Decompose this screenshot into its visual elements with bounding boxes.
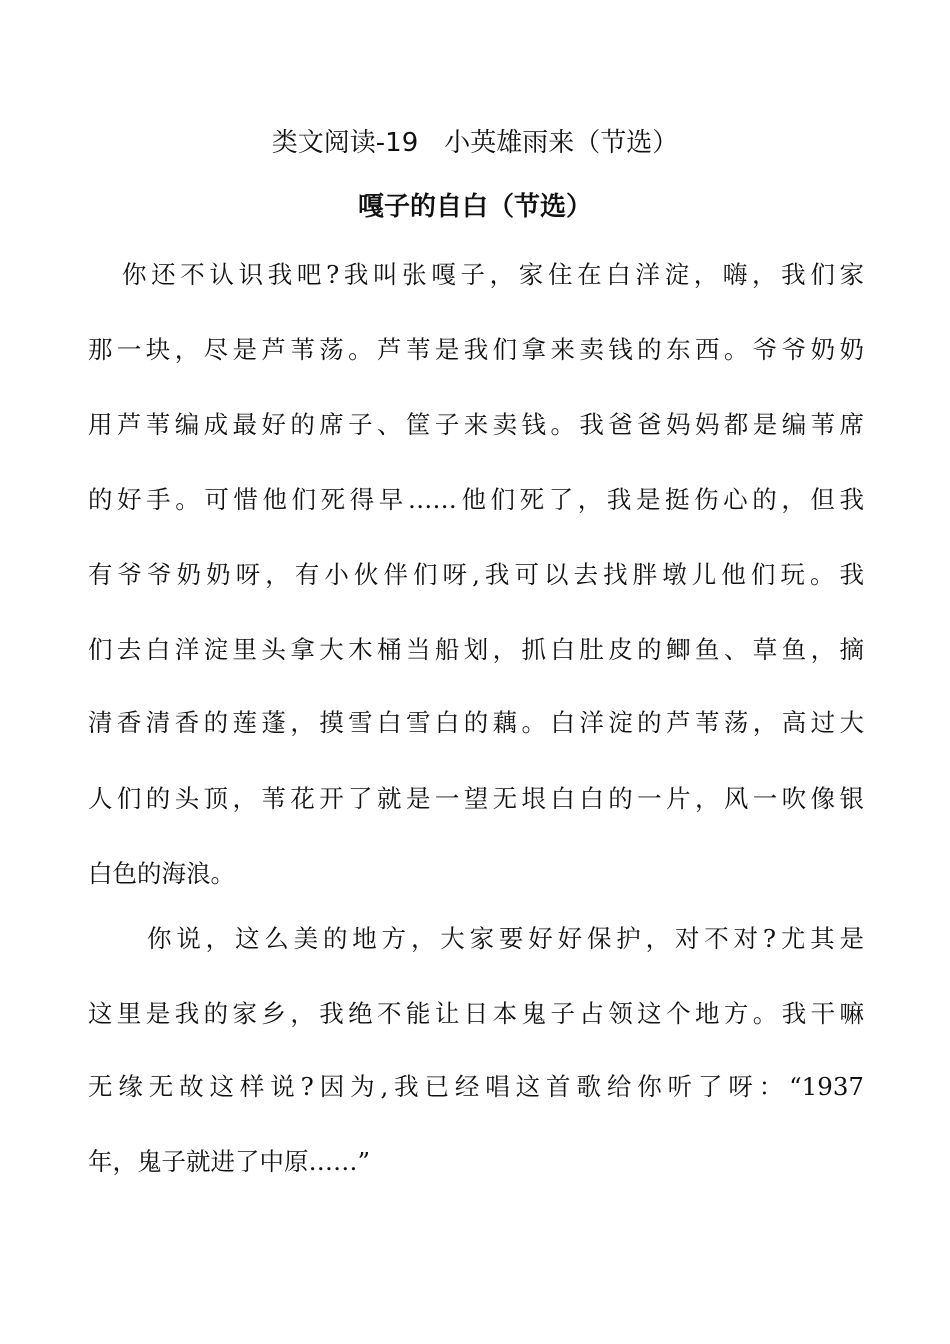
paragraph-1-line-2: 那一块，尽是芦苇荡。芦苇是我们拿来卖钱的东西。爷爷奶奶 (88, 335, 864, 364)
paragraph-2-line-1: 你说，这么美的地方，大家要好好保护，对不对?尤其是 (147, 924, 864, 953)
paragraph-1-line-5: 有爷爷奶奶呀，有小伙伴们呀,我可以去找胖墩儿他们玩。我 (88, 560, 864, 589)
paragraph-1-line-6: 们去白洋淀里头拿大木桶当船划，抓白肚皮的鲫鱼、草鱼，摘 (88, 635, 864, 664)
paragraph-2-line-2: 这里是我的家乡，我绝不能让日本鬼子占领这个地方。我干嘛 (88, 999, 864, 1028)
paragraph-1-line-8: 人们的头顶，苇花开了就是一望无垠白白的一片，风一吹像银 (88, 784, 864, 813)
document-subtitle: 嘎子的自白（节选） (357, 192, 592, 222)
paragraph-1-line-7: 清香清香的莲蓬，摸雪白雪白的藕。白洋淀的芦苇荡，高过大 (88, 708, 864, 737)
paragraph-1-line-9: 白色的海浪。 (88, 859, 235, 888)
document-title: 类文阅读-19 小英雄雨来（节选） (271, 128, 679, 158)
paragraph-1-line-1: 你还不认识我吧?我叫张嘎子，家住在白洋淀，嗨，我们家 (122, 260, 864, 289)
paragraph-1-line-4: 的好手。可惜他们死得早……他们死了，我是挺伤心的，但我 (88, 485, 864, 514)
paragraph-1-line-3: 用芦苇编成最好的席子、筐子来卖钱。我爸爸妈妈都是编苇席 (88, 410, 864, 439)
paragraph-2-line-3: 无缘无故这样说?因为,我已经唱这首歌给你听了呀：“1937 (88, 1072, 864, 1101)
paragraph-2-line-4: 年，鬼子就进了中原……” (88, 1147, 371, 1176)
